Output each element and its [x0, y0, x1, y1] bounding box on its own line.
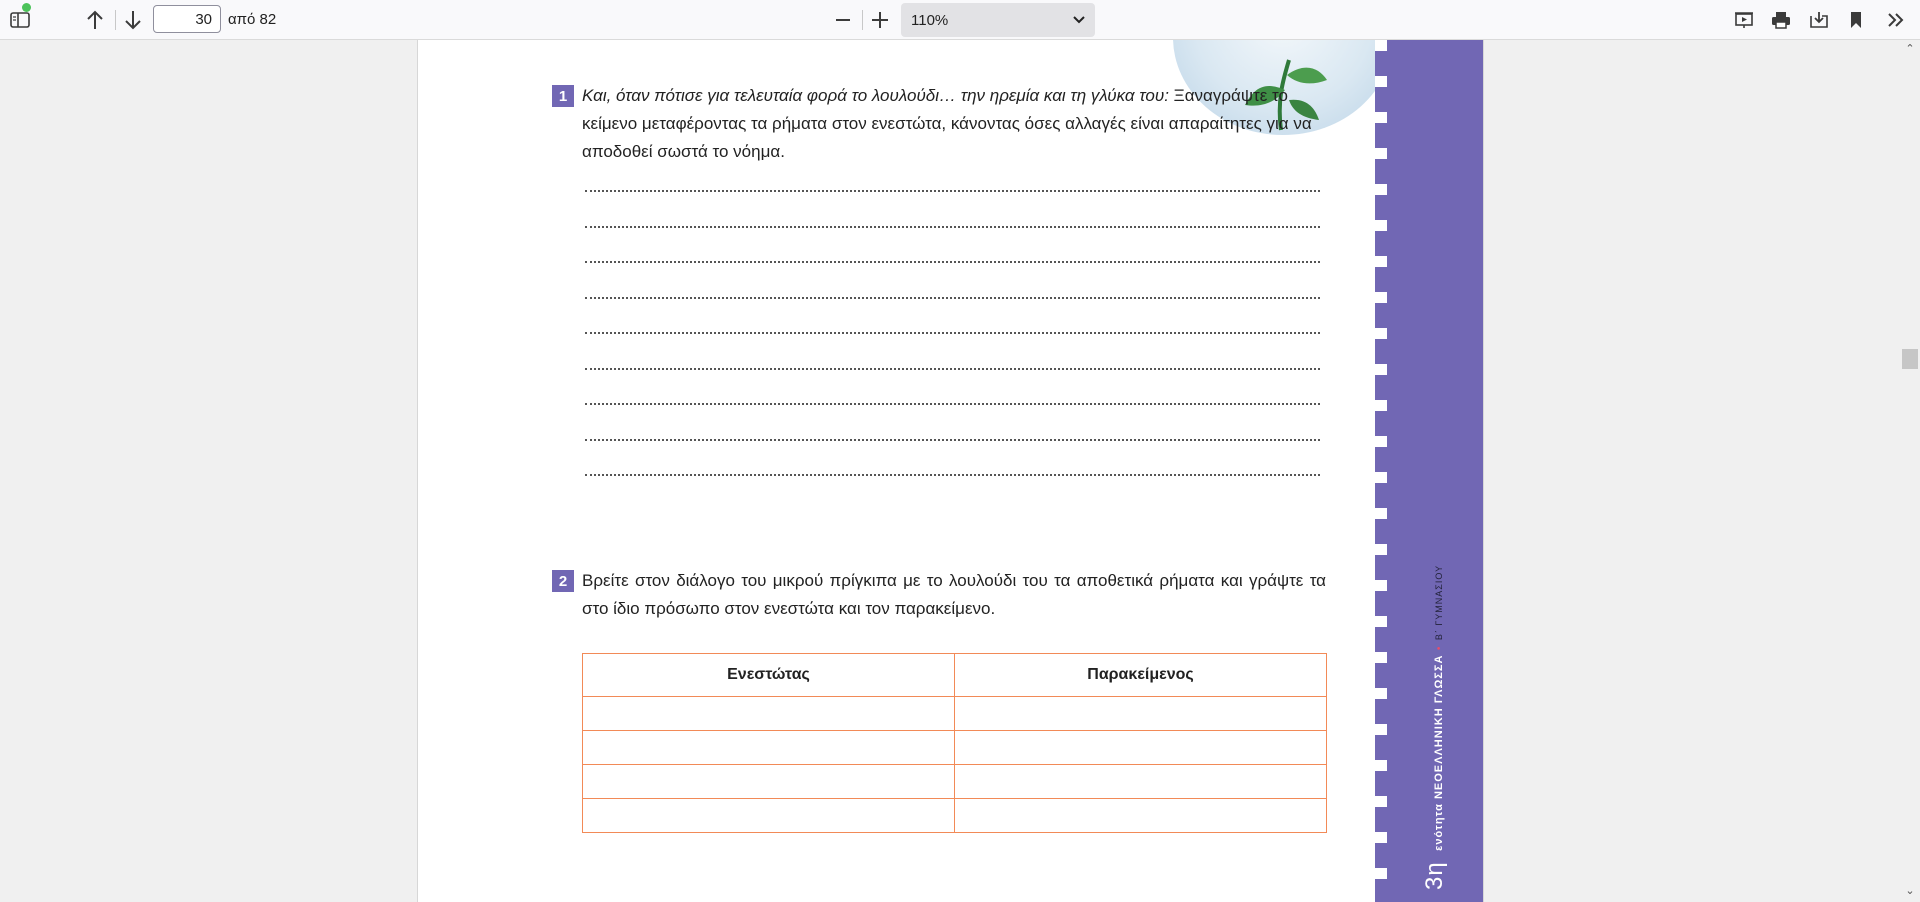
answer-line[interactable] [585, 368, 1320, 370]
previous-page-button[interactable] [79, 4, 111, 36]
table-row [583, 765, 1327, 799]
arrow-up-icon [86, 10, 104, 30]
table-cell[interactable] [583, 799, 955, 833]
pdf-toolbar [0, 0, 1920, 40]
exercise-1-number: 1 [552, 85, 574, 107]
chevron-down-icon [1073, 16, 1085, 24]
unit-spine-label: 3η ενότητα ΝΕΟΕΛΛΗΝΙΚΗ ΓΛΩΣΣΑ • Β΄ ΓΥΜΝΑΣΙΟΥ [1421, 564, 1448, 890]
plus-icon [871, 11, 889, 29]
answer-line[interactable] [585, 297, 1320, 299]
unit-subject: ενότητα ΝΕΟΕΛΛΗΝΙΚΗ ΓΛΩΣΣΑ [1433, 654, 1445, 851]
exercise-1-instructions [582, 82, 1322, 166]
print-button[interactable] [1765, 4, 1797, 36]
answer-line[interactable] [585, 226, 1320, 228]
scrollbar-thumb[interactable] [1902, 349, 1918, 369]
toolbar-divider [115, 10, 116, 30]
verb-tense-table [582, 653, 1327, 833]
vertical-scrollbar[interactable] [1900, 40, 1920, 902]
table-cell[interactable] [583, 731, 955, 765]
exercise-1-task: Ξαναγράψτε το κείμενο μεταφέροντας τα ρήματα στον ενεστώτα, κάνοντας όσες αλλαγές είναι απαραίτητες για να αποδοθεί σωστά το νόημα. [582, 86, 1312, 161]
save-button[interactable] [1803, 4, 1835, 36]
presentation-icon [1734, 11, 1754, 29]
table-cell[interactable] [955, 697, 1327, 731]
zoom-value: 110% [911, 11, 949, 29]
page-number-input[interactable] [153, 5, 221, 33]
table-cell[interactable] [955, 765, 1327, 799]
document-viewer[interactable] [0, 40, 1920, 902]
zoom-out-button[interactable] [827, 4, 859, 36]
sidebar-toggle-button[interactable] [4, 4, 36, 36]
sidebar-icon [10, 11, 30, 29]
answer-line[interactable] [585, 439, 1320, 441]
scroll-up-icon[interactable]: ⌃ [1905, 43, 1915, 55]
column-header-perfect: Παρακείμενος [955, 654, 1327, 697]
table-cell[interactable] [955, 731, 1327, 765]
bookmark-button[interactable] [1840, 4, 1872, 36]
unit-grade: Β΄ ΓΥΜΝΑΣΙΟΥ [1434, 564, 1444, 641]
exercise-2-number: 2 [552, 570, 574, 592]
table-cell[interactable] [955, 799, 1327, 833]
scroll-down-icon[interactable]: ⌄ [1905, 885, 1915, 897]
toolbar-divider [862, 10, 863, 30]
exercise-1-quote: Και, όταν πότισε για τελευταία φορά το λουλούδι… την ηρεμία και τη γλύκα του: [582, 86, 1169, 105]
zoom-select[interactable] [901, 3, 1095, 37]
table-cell[interactable] [583, 697, 955, 731]
arrow-down-icon [124, 10, 142, 30]
bookmark-icon [1849, 11, 1863, 29]
answer-line[interactable] [585, 403, 1320, 405]
unit-number: 3η [1421, 861, 1448, 890]
table-row [583, 697, 1327, 731]
table-row [583, 731, 1327, 765]
double-chevron-right-icon [1887, 12, 1905, 28]
download-icon [1809, 11, 1829, 29]
exercise-2-instructions: Βρείτε στον διάλογο του μικρού πρίγκιπα με το λουλούδι του τα αποθετικά ρήματα και γράψτε τα στο ίδιο πρόσωπο στον ενεστώτα και τον παρακείμενο. [582, 571, 1326, 618]
zoom-in-button[interactable] [864, 4, 896, 36]
table-row [583, 799, 1327, 833]
minus-icon [835, 12, 851, 28]
table-cell[interactable] [583, 765, 955, 799]
answer-line[interactable] [585, 474, 1320, 476]
answer-line[interactable] [585, 332, 1320, 334]
printer-icon [1771, 11, 1791, 29]
next-page-button[interactable] [117, 4, 149, 36]
notification-dot [22, 3, 31, 12]
answer-line[interactable] [585, 261, 1320, 263]
answer-line[interactable] [585, 190, 1320, 192]
column-header-present: Ενεστώτας [583, 654, 955, 697]
pdf-page [417, 40, 1484, 902]
presentation-mode-button[interactable] [1728, 4, 1760, 36]
more-tools-button[interactable] [1880, 4, 1912, 36]
perforated-edge [1375, 40, 1387, 902]
page-count-label: από 82 [228, 11, 277, 28]
